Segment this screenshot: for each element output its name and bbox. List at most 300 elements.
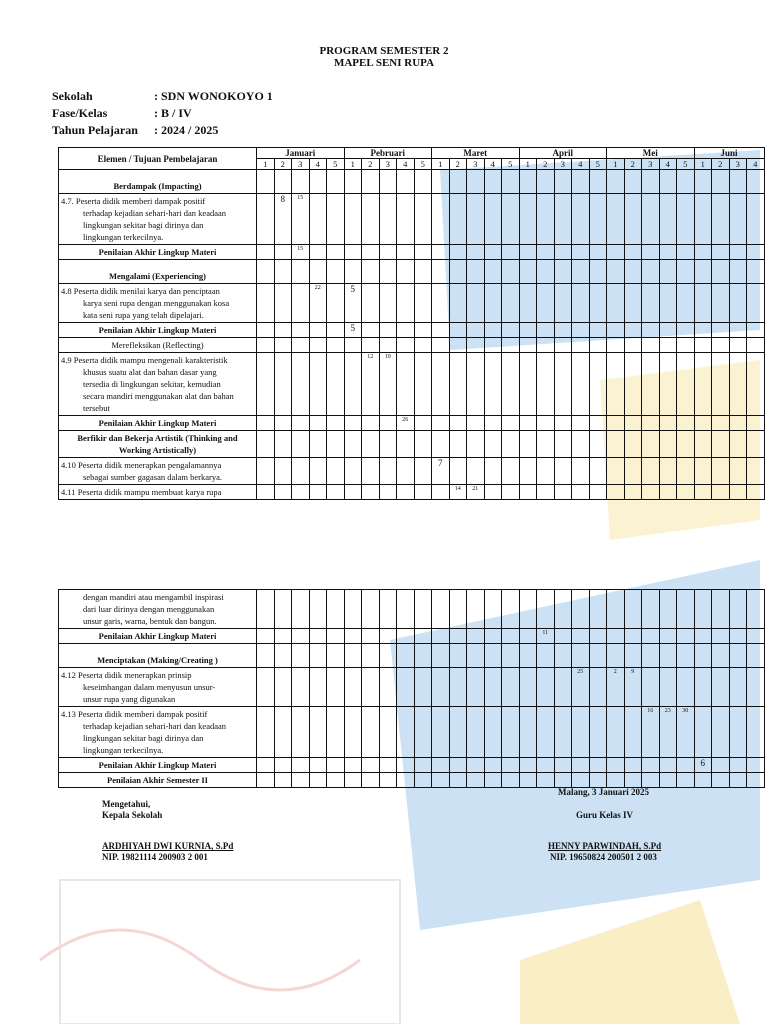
schedule-cell bbox=[274, 284, 292, 323]
assessment-label: Penilaian Akhir Lingkup Materi bbox=[59, 245, 257, 260]
schedule-cell bbox=[379, 629, 397, 644]
schedule-cell bbox=[572, 629, 590, 644]
principal-role: Kepala Sekolah bbox=[102, 810, 163, 820]
schedule-cell bbox=[467, 194, 485, 245]
schedule-cell bbox=[379, 668, 397, 707]
schedule-cell bbox=[747, 338, 765, 353]
schedule-cell bbox=[484, 170, 502, 194]
objective-line bbox=[61, 708, 254, 720]
schedule-cell bbox=[327, 260, 345, 284]
schedule-cell bbox=[344, 668, 362, 707]
objective-line: lingkungan terkecilnya. bbox=[83, 232, 164, 242]
schedule-cell bbox=[712, 323, 730, 338]
week-header: 1 bbox=[432, 159, 450, 170]
schedule-cell bbox=[449, 431, 467, 458]
schedule-cell bbox=[502, 458, 520, 485]
schedule-cell bbox=[414, 353, 432, 416]
schedule-cell bbox=[467, 431, 485, 458]
schedule-cell bbox=[467, 458, 485, 485]
schedule-cell bbox=[502, 260, 520, 284]
schedule-cell bbox=[747, 629, 765, 644]
week-header: 1 bbox=[257, 159, 275, 170]
schedule-cell bbox=[729, 629, 747, 644]
schedule-cell bbox=[519, 323, 537, 338]
schedule-cell bbox=[449, 260, 467, 284]
schedule-date: 21 bbox=[467, 485, 485, 500]
learning-objective bbox=[59, 458, 257, 485]
schedule-cell bbox=[589, 590, 607, 629]
schedule-cell bbox=[292, 284, 310, 323]
schedule-cell bbox=[484, 431, 502, 458]
schedule-date: 30 bbox=[677, 707, 695, 758]
schedule-cell bbox=[642, 590, 660, 629]
schedule-cell bbox=[747, 758, 765, 773]
schedule-cell bbox=[659, 353, 677, 416]
schedule-cell bbox=[502, 758, 520, 773]
table-row bbox=[59, 629, 765, 644]
schedule-cell bbox=[642, 338, 660, 353]
schedule-cell bbox=[327, 245, 345, 260]
schedule-cell bbox=[677, 431, 695, 458]
week-header: 2 bbox=[624, 159, 642, 170]
schedule-cell bbox=[729, 353, 747, 416]
schedule-cell bbox=[327, 416, 345, 431]
objective-line: secara mandiri menggunakan alat dan bahan bbox=[83, 391, 234, 401]
schedule-cell bbox=[467, 644, 485, 668]
schedule-cell bbox=[502, 629, 520, 644]
schedule-cell bbox=[362, 245, 380, 260]
schedule-cell bbox=[712, 284, 730, 323]
schedule-cell bbox=[659, 758, 677, 773]
schedule-cell bbox=[729, 758, 747, 773]
schedule-cell bbox=[379, 338, 397, 353]
section-heading: Berdampak (Impacting) bbox=[59, 170, 257, 194]
schedule-cell bbox=[327, 323, 345, 338]
schedule-cell bbox=[659, 323, 677, 338]
schedule-cell bbox=[607, 260, 625, 284]
week-header: 3 bbox=[292, 159, 310, 170]
week-header: 3 bbox=[554, 159, 572, 170]
schedule-cell bbox=[257, 485, 275, 500]
schedule-cell bbox=[694, 668, 712, 707]
schedule-cell bbox=[747, 707, 765, 758]
schedule-cell bbox=[344, 353, 362, 416]
schedule-cell bbox=[379, 323, 397, 338]
schedule-cell bbox=[554, 758, 572, 773]
schedule-cell bbox=[344, 485, 362, 500]
schedule-cell bbox=[379, 590, 397, 629]
objective-number: 4.13 bbox=[61, 709, 76, 719]
schedule-cell bbox=[362, 284, 380, 323]
schedule-cell bbox=[292, 590, 310, 629]
schedule-cell bbox=[449, 629, 467, 644]
schedule-cell bbox=[519, 644, 537, 668]
schedule-cell bbox=[327, 707, 345, 758]
schedule-cell bbox=[327, 590, 345, 629]
schedule-cell bbox=[414, 458, 432, 485]
schedule-cell bbox=[292, 338, 310, 353]
schedule-cell bbox=[694, 590, 712, 629]
schedule-cell bbox=[257, 338, 275, 353]
learning-objective bbox=[59, 194, 257, 245]
schedule-cell bbox=[694, 773, 712, 788]
section-heading: Merefleksikan (Reflecting) bbox=[59, 338, 257, 353]
schedule-cell bbox=[554, 668, 572, 707]
schedule-cell bbox=[344, 194, 362, 245]
schedule-cell bbox=[274, 485, 292, 500]
schedule-cell bbox=[449, 458, 467, 485]
known-by-label: Mengetahui, bbox=[102, 799, 151, 809]
week-header: 1 bbox=[344, 159, 362, 170]
schedule-cell bbox=[659, 773, 677, 788]
schedule-cell bbox=[537, 416, 555, 431]
schedule-cell bbox=[624, 245, 642, 260]
schedule-cell bbox=[747, 416, 765, 431]
schedule-cell bbox=[274, 458, 292, 485]
schedule-cell bbox=[362, 758, 380, 773]
schedule-cell bbox=[344, 629, 362, 644]
schedule-cell bbox=[449, 707, 467, 758]
schedule-cell bbox=[642, 194, 660, 245]
table-row bbox=[59, 194, 765, 245]
schedule-cell bbox=[397, 629, 415, 644]
objective-text: Peserta didik menerapkan pengalamannya bbox=[78, 460, 222, 470]
schedule-cell bbox=[519, 260, 537, 284]
schedule-cell bbox=[484, 668, 502, 707]
schedule-cell bbox=[607, 644, 625, 668]
objective-line bbox=[61, 195, 254, 207]
week-header: 2 bbox=[449, 159, 467, 170]
schedule-cell bbox=[607, 590, 625, 629]
schedule-cell bbox=[659, 260, 677, 284]
schedule-cell bbox=[572, 416, 590, 431]
month-header: Maret bbox=[432, 148, 520, 159]
schedule-cell bbox=[624, 431, 642, 458]
schedule-cell bbox=[327, 458, 345, 485]
schedule-cell bbox=[257, 668, 275, 707]
schedule-cell bbox=[414, 644, 432, 668]
learning-objective bbox=[59, 707, 257, 758]
schedule-cell bbox=[519, 194, 537, 245]
schedule-cell bbox=[502, 431, 520, 458]
schedule-cell bbox=[712, 260, 730, 284]
schedule-cell bbox=[747, 431, 765, 458]
schedule-cell bbox=[432, 644, 450, 668]
schedule-cell bbox=[624, 773, 642, 788]
schedule-cell bbox=[432, 590, 450, 629]
document-subtitle: MAPEL SENI RUPA bbox=[333, 57, 435, 69]
week-header: 3 bbox=[379, 159, 397, 170]
schedule-cell bbox=[537, 773, 555, 788]
schedule-date: 11 bbox=[537, 629, 555, 644]
schedule-cell bbox=[292, 629, 310, 644]
schedule-cell bbox=[379, 416, 397, 431]
week-header: 4 bbox=[747, 159, 765, 170]
schedule-cell bbox=[607, 245, 625, 260]
schedule-cell bbox=[537, 245, 555, 260]
schedule-cell bbox=[572, 458, 590, 485]
schedule-cell bbox=[747, 170, 765, 194]
schedule-cell bbox=[449, 284, 467, 323]
schedule-cell bbox=[484, 323, 502, 338]
schedule-cell bbox=[519, 284, 537, 323]
schedule-cell bbox=[747, 590, 765, 629]
schedule-cell bbox=[274, 170, 292, 194]
schedule-cell bbox=[484, 485, 502, 500]
schedule-cell bbox=[659, 170, 677, 194]
schedule-cell bbox=[379, 260, 397, 284]
schedule-cell bbox=[257, 629, 275, 644]
schedule-cell bbox=[624, 590, 642, 629]
schedule-date: 6 bbox=[694, 758, 712, 773]
month-header: Mei bbox=[607, 148, 695, 159]
schedule-cell bbox=[624, 707, 642, 758]
schedule-cell bbox=[607, 629, 625, 644]
schedule-cell bbox=[747, 458, 765, 485]
table-row bbox=[59, 338, 765, 353]
schedule-cell bbox=[572, 485, 590, 500]
schedule-cell bbox=[257, 353, 275, 416]
schedule-cell bbox=[519, 629, 537, 644]
schedule-cell bbox=[642, 431, 660, 458]
schedule-cell bbox=[344, 458, 362, 485]
schedule-cell bbox=[432, 758, 450, 773]
schedule-cell bbox=[729, 284, 747, 323]
schedule-cell bbox=[659, 458, 677, 485]
schedule-cell bbox=[362, 668, 380, 707]
schedule-cell bbox=[554, 323, 572, 338]
schedule-cell bbox=[292, 260, 310, 284]
schedule-cell bbox=[659, 590, 677, 629]
schedule-cell bbox=[572, 773, 590, 788]
schedule-cell bbox=[624, 644, 642, 668]
objective-number: 4.11 bbox=[61, 487, 76, 497]
schedule-date: 15 bbox=[292, 194, 310, 245]
objective-line: terhadap kejadian sehari-hari dan keadaan bbox=[83, 721, 227, 731]
schedule-cell bbox=[397, 353, 415, 416]
week-header: 2 bbox=[537, 159, 555, 170]
schedule-cell bbox=[467, 629, 485, 644]
schedule-cell bbox=[554, 338, 572, 353]
schedule-cell bbox=[397, 338, 415, 353]
schedule-cell bbox=[257, 284, 275, 323]
objective-line: keseimbangan dalam menyusun unsur- bbox=[83, 682, 216, 692]
schedule-cell bbox=[257, 260, 275, 284]
schedule-cell bbox=[572, 590, 590, 629]
week-header: 4 bbox=[484, 159, 502, 170]
schedule-cell bbox=[502, 416, 520, 431]
schedule-cell bbox=[677, 668, 695, 707]
assessment-label: Penilaian Akhir Lingkup Materi bbox=[59, 323, 257, 338]
schedule-cell bbox=[554, 353, 572, 416]
schedule-cell bbox=[712, 707, 730, 758]
schedule-cell bbox=[257, 590, 275, 629]
schedule-cell bbox=[467, 707, 485, 758]
schedule-cell bbox=[624, 194, 642, 245]
schedule-cell bbox=[624, 758, 642, 773]
schedule-cell bbox=[397, 773, 415, 788]
schedule-cell bbox=[694, 707, 712, 758]
schedule-cell bbox=[362, 458, 380, 485]
schedule-cell bbox=[502, 245, 520, 260]
schedule-cell bbox=[519, 416, 537, 431]
schedule-cell bbox=[309, 338, 327, 353]
schedule-cell bbox=[677, 338, 695, 353]
schedule-cell bbox=[397, 668, 415, 707]
week-header: 2 bbox=[274, 159, 292, 170]
schedule-cell bbox=[379, 284, 397, 323]
schedule-cell bbox=[747, 485, 765, 500]
schedule-cell bbox=[432, 485, 450, 500]
schedule-cell bbox=[554, 416, 572, 431]
schedule-cell bbox=[344, 758, 362, 773]
schedule-cell bbox=[257, 431, 275, 458]
schedule-cell bbox=[449, 590, 467, 629]
schedule-cell bbox=[519, 707, 537, 758]
schedule-date: 5 bbox=[344, 323, 362, 338]
schedule-cell bbox=[502, 284, 520, 323]
schedule-date: 7 bbox=[432, 458, 450, 485]
table-row bbox=[59, 260, 765, 284]
schedule-cell bbox=[414, 629, 432, 644]
schedule-cell bbox=[607, 707, 625, 758]
schedule-cell bbox=[642, 260, 660, 284]
schedule-cell bbox=[257, 707, 275, 758]
schedule-cell bbox=[642, 773, 660, 788]
schedule-date: 14 bbox=[449, 485, 467, 500]
objective-text: Peserta didik memberi dampak positif bbox=[75, 196, 206, 206]
school-info bbox=[52, 89, 273, 140]
schedule-cell bbox=[379, 758, 397, 773]
month-header: Juni bbox=[694, 148, 764, 159]
learning-objective bbox=[59, 590, 257, 629]
table-row bbox=[59, 458, 765, 485]
schedule-cell bbox=[309, 431, 327, 458]
schedule-cell bbox=[484, 773, 502, 788]
schedule-cell bbox=[747, 323, 765, 338]
learning-objective bbox=[59, 284, 257, 323]
schedule-cell bbox=[677, 629, 695, 644]
objective-line bbox=[61, 285, 254, 297]
schedule-cell bbox=[712, 485, 730, 500]
schedule-cell bbox=[519, 668, 537, 707]
schedule-cell bbox=[694, 245, 712, 260]
schedule-cell bbox=[502, 338, 520, 353]
schedule-cell bbox=[589, 629, 607, 644]
schedule-cell bbox=[309, 773, 327, 788]
schedule-cell bbox=[432, 245, 450, 260]
schedule-date: 5 bbox=[344, 284, 362, 323]
schedule-cell bbox=[432, 353, 450, 416]
schedule-cell bbox=[467, 353, 485, 416]
schedule-cell bbox=[432, 629, 450, 644]
schedule-cell bbox=[397, 758, 415, 773]
table-row bbox=[59, 485, 765, 500]
week-header: 3 bbox=[642, 159, 660, 170]
schedule-cell bbox=[432, 323, 450, 338]
schedule-cell bbox=[309, 458, 327, 485]
schedule-cell bbox=[484, 758, 502, 773]
schedule-cell bbox=[274, 707, 292, 758]
schedule-cell bbox=[607, 170, 625, 194]
schedule-cell bbox=[642, 245, 660, 260]
schedule-cell bbox=[589, 431, 607, 458]
schedule-date: 15 bbox=[292, 245, 310, 260]
table-row bbox=[59, 323, 765, 338]
schedule-cell bbox=[554, 707, 572, 758]
objective-line: tersebut bbox=[83, 403, 110, 413]
schedule-cell bbox=[362, 338, 380, 353]
schedule-cell bbox=[344, 416, 362, 431]
schedule-cell bbox=[397, 707, 415, 758]
schedule-cell bbox=[642, 458, 660, 485]
schedule-cell bbox=[607, 323, 625, 338]
schedule-cell bbox=[659, 431, 677, 458]
schedule-cell bbox=[414, 668, 432, 707]
objective-line bbox=[61, 486, 254, 498]
element-column-header: Elemen / Tujuan Pembelajaran bbox=[59, 148, 257, 170]
schedule-cell bbox=[432, 773, 450, 788]
schedule-cell bbox=[554, 590, 572, 629]
schedule-cell bbox=[257, 773, 275, 788]
document-title: PROGRAM SEMESTER 2 bbox=[319, 45, 449, 57]
schedule-cell bbox=[344, 338, 362, 353]
program-table-part1 bbox=[58, 147, 765, 500]
schedule-cell bbox=[449, 194, 467, 245]
schedule-cell bbox=[642, 758, 660, 773]
schedule-cell bbox=[747, 194, 765, 245]
schedule-cell bbox=[659, 644, 677, 668]
schedule-cell bbox=[362, 260, 380, 284]
schedule-cell bbox=[467, 668, 485, 707]
schedule-cell bbox=[502, 170, 520, 194]
schedule-cell bbox=[414, 590, 432, 629]
schedule-cell bbox=[484, 245, 502, 260]
schedule-cell bbox=[519, 458, 537, 485]
schedule-cell bbox=[589, 353, 607, 416]
schedule-cell bbox=[659, 338, 677, 353]
objective-line: lingkungan terkecilnya. bbox=[83, 745, 164, 755]
schedule-cell bbox=[712, 629, 730, 644]
schedule-cell bbox=[572, 338, 590, 353]
schedule-cell bbox=[694, 629, 712, 644]
schedule-cell bbox=[624, 260, 642, 284]
schedule-cell bbox=[607, 284, 625, 323]
schedule-cell bbox=[414, 260, 432, 284]
schedule-cell bbox=[257, 245, 275, 260]
schedule-cell bbox=[712, 353, 730, 416]
schedule-cell bbox=[537, 758, 555, 773]
schedule-cell bbox=[484, 590, 502, 629]
schedule-cell bbox=[379, 170, 397, 194]
schedule-cell bbox=[292, 707, 310, 758]
schedule-cell bbox=[484, 194, 502, 245]
teacher-nip: NIP. 19650824 200501 2 003 bbox=[550, 852, 657, 862]
schedule-cell bbox=[729, 323, 747, 338]
schedule-cell bbox=[694, 338, 712, 353]
schedule-cell bbox=[397, 260, 415, 284]
schedule-cell bbox=[309, 260, 327, 284]
schedule-cell bbox=[729, 458, 747, 485]
schedule-cell bbox=[362, 644, 380, 668]
objective-line: kata seni rupa yang telah dipelajari. bbox=[83, 310, 204, 320]
principal-nip: NIP. 19821114 200903 2 001 bbox=[102, 852, 208, 862]
schedule-cell bbox=[309, 629, 327, 644]
schedule-cell bbox=[467, 758, 485, 773]
schedule-cell bbox=[677, 758, 695, 773]
assessment-label: Penilaian Akhir Semester II bbox=[59, 773, 257, 788]
schedule-cell bbox=[554, 284, 572, 323]
